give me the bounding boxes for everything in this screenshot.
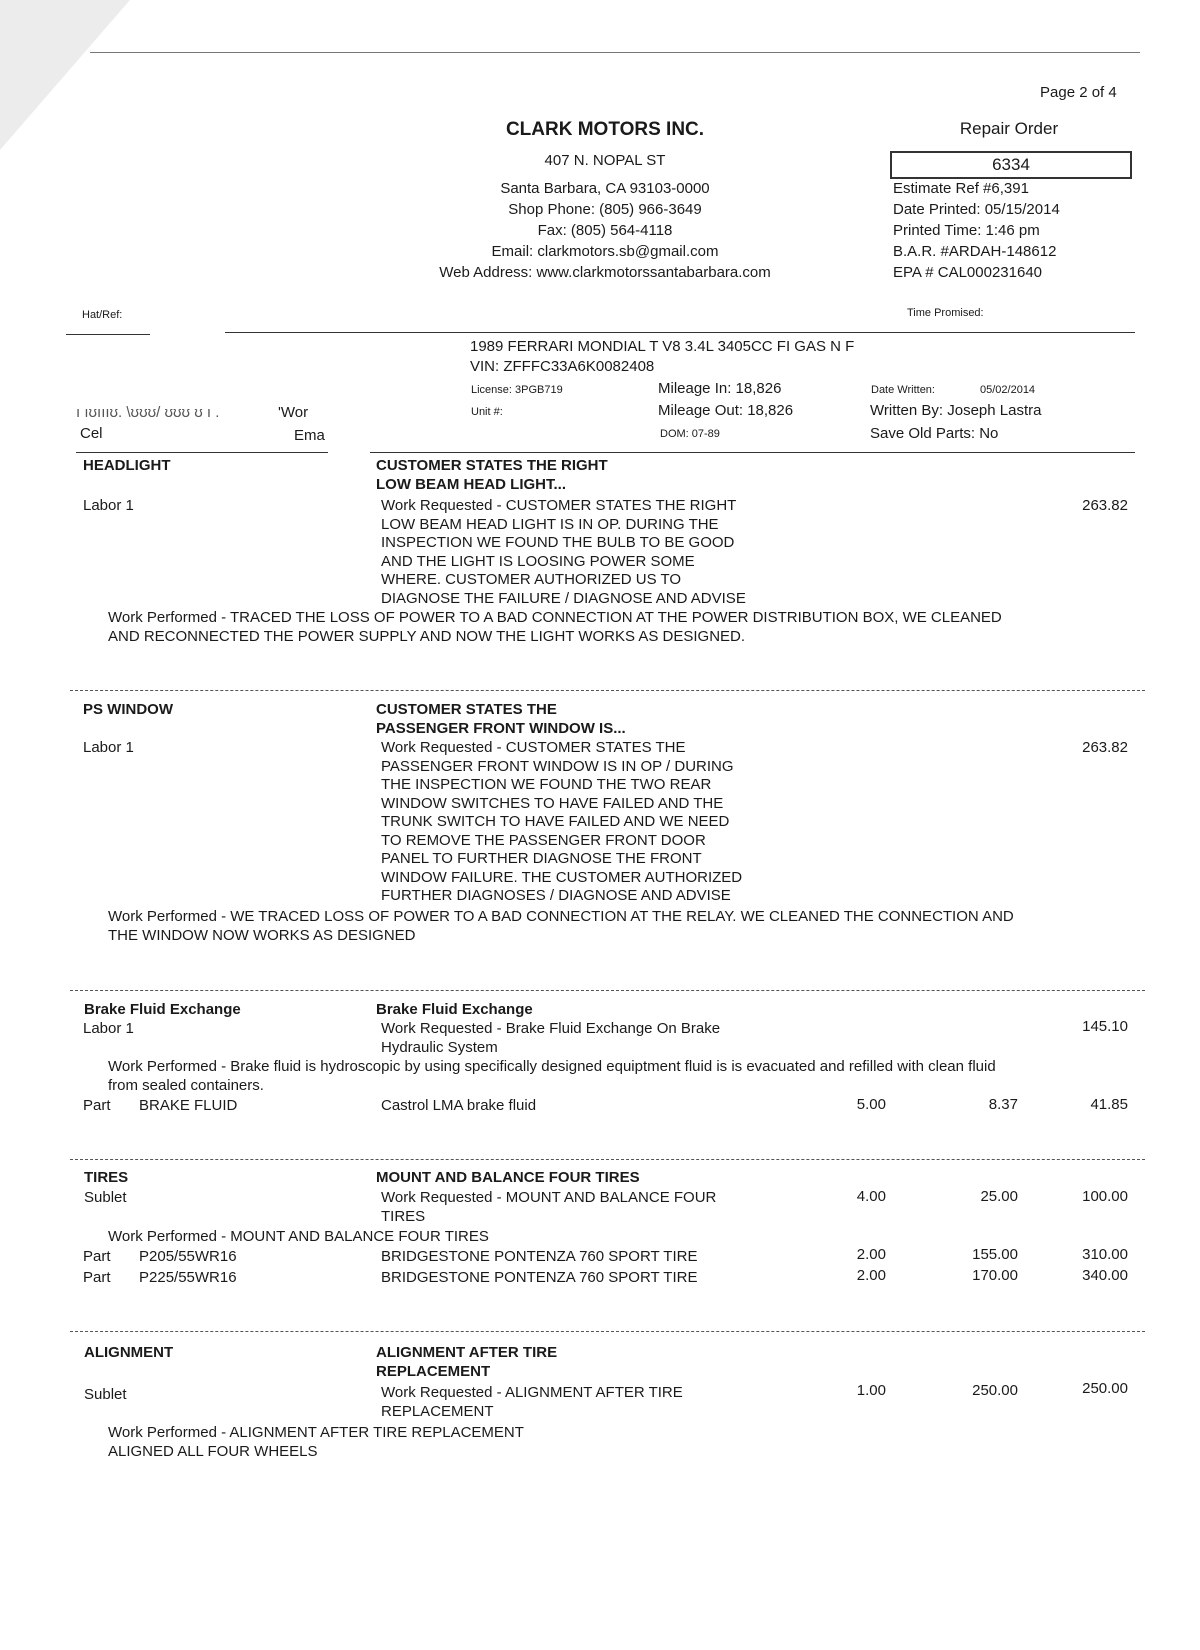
part-description: BRIDGESTONE PONTENZA 760 SPORT TIRE xyxy=(381,1269,698,1286)
job-amount: 145.10 xyxy=(1082,1018,1128,1035)
job-title: CUSTOMER STATES THE RIGHT LOW BEAM HEAD LIGHT... xyxy=(376,457,608,493)
part-total: 340.00 xyxy=(1082,1267,1128,1284)
date-written-label: Date Written: xyxy=(871,384,935,396)
part-quantity: 5.00 xyxy=(856,1096,886,1113)
repair-order-number: 6334 xyxy=(890,151,1132,179)
estimate-ref: Estimate Ref #6,391 xyxy=(893,180,1029,197)
work-requested: Work Requested - Brake Fluid Exchange On Brake Hydraulic System xyxy=(381,1020,721,1056)
shop-address-line2: Santa Barbara, CA 93103-0000 xyxy=(500,180,710,197)
part-total: 41.85 xyxy=(1090,1096,1128,1113)
repair-order-title: Repair Order xyxy=(959,119,1059,138)
mileage-out: Mileage Out: 18,826 xyxy=(658,402,794,419)
top-edge-line xyxy=(90,52,1140,53)
part-price: 170.00 xyxy=(972,1267,1018,1284)
mileage-in: Mileage In: 18,826 xyxy=(658,380,782,397)
hat-ref-rule xyxy=(66,334,150,335)
customer-work-phone: 'Wor xyxy=(278,404,309,421)
hat-ref-label: Hat/Ref: xyxy=(82,309,123,321)
job-line-type: Labor 1 xyxy=(83,739,134,756)
time-promised-label: Time Promised: xyxy=(907,307,984,319)
work-performed: Work Performed - MOUNT AND BALANCE FOUR TIRES xyxy=(108,1228,489,1245)
vehicle-license: License: 3PGB719 xyxy=(471,384,563,396)
work-performed: Work Performed - Brake fluid is hydroscopic by using specifically designed equiptment fluid is is evacuated and refilled with clean fluid from sealed containers. xyxy=(108,1058,996,1094)
part-price: 155.00 xyxy=(972,1246,1018,1263)
save-old-parts: Save Old Parts: No xyxy=(870,425,999,442)
part-quantity: 2.00 xyxy=(856,1267,886,1284)
job-name: ALIGNMENT xyxy=(84,1344,174,1361)
vehicle-vin: VIN: ZFFFC33A6K0082408 xyxy=(470,358,655,375)
shop-fax: Fax: (805) 564-4118 xyxy=(537,222,673,239)
work-performed: Work Performed - ALIGNMENT AFTER TIRE REPLACEMENT ALIGNED ALL FOUR WHEELS xyxy=(108,1424,524,1460)
job-title: Brake Fluid Exchange xyxy=(376,1001,533,1018)
vehicle-dom: DOM: 07-89 xyxy=(660,428,720,440)
page-fold-corner xyxy=(0,0,130,150)
customer-cell-phone: Cel xyxy=(80,425,103,442)
job-name: Brake Fluid Exchange xyxy=(84,1001,241,1018)
customer-home-phone: ı ıʊıııʊ. \ʊʊʊ/ ʊʊʊ ʊ ı . xyxy=(76,404,220,421)
job-amount: 263.82 xyxy=(1082,739,1128,756)
part-label: Part xyxy=(83,1269,111,1286)
job-line-type: Labor 1 xyxy=(83,1020,134,1037)
part-total: 310.00 xyxy=(1082,1246,1128,1263)
job-price: 250.00 xyxy=(972,1382,1018,1399)
job-title: MOUNT AND BALANCE FOUR TIRES xyxy=(376,1169,640,1186)
job-name: HEADLIGHT xyxy=(83,457,171,474)
section-divider xyxy=(70,690,1145,691)
part-label: Part xyxy=(83,1248,111,1265)
job-line-type: Sublet xyxy=(84,1189,127,1206)
customer-rule xyxy=(76,452,328,453)
shop-email: Email: clarkmotors.sb@gmail.com xyxy=(491,243,719,260)
part-code: P225/55WR16 xyxy=(139,1269,237,1286)
job-quantity: 1.00 xyxy=(856,1382,886,1399)
work-requested: Work Requested - CUSTOMER STATES THE RIGHT LOW BEAM HEAD LIGHT IS IN OP. DURING THE INSPECTION WE FOUND THE BULB TO BE GOOD AND THE LIGHT IS LOOSING POWER SOME WHERE. CUSTOMER AUTHORIZED US TO DIAGNOSE THE FAILURE / DIAGNOSE AND ADVISE xyxy=(381,497,746,607)
job-amount: 263.82 xyxy=(1082,497,1128,514)
job-name: PS WINDOW xyxy=(83,701,173,718)
part-quantity: 2.00 xyxy=(856,1246,886,1263)
date-printed: Date Printed: 05/15/2014 xyxy=(893,201,1060,218)
job-title: ALIGNMENT AFTER TIRE REPLACEMENT xyxy=(376,1344,558,1380)
work-performed: Work Performed - WE TRACED LOSS OF POWER TO A BAD CONNECTION AT THE RELAY. WE CLEANED THE CONNECTION AND THE WINDOW NOW WORKS AS DESIGNED xyxy=(108,908,1014,944)
header-rule xyxy=(225,332,1135,333)
shop-name: CLARK MOTORS INC. xyxy=(505,119,705,140)
shop-phone: Shop Phone: (805) 966-3649 xyxy=(508,201,702,218)
job-amount: 100.00 xyxy=(1082,1188,1128,1205)
part-description: BRIDGESTONE PONTENZA 760 SPORT TIRE xyxy=(381,1248,698,1265)
shop-web: Web Address: www.clarkmotorssantabarbara.com xyxy=(439,264,771,281)
part-label: Part xyxy=(83,1097,111,1114)
vehicle-rule xyxy=(370,452,1135,453)
section-divider xyxy=(70,1159,1145,1160)
section-divider xyxy=(70,1331,1145,1332)
customer-email: Ema xyxy=(294,427,325,444)
shop-address-line1: 407 N. NOPAL ST xyxy=(544,152,666,169)
work-performed: Work Performed - TRACED THE LOSS OF POWER TO A BAD CONNECTION AT THE POWER DISTRIBUTION BOX, WE CLEANED AND RECONNECTED THE POWER SUPPLY AND NOW THE LIGHT WORKS AS DESIGNED. xyxy=(108,609,1002,645)
part-code: P205/55WR16 xyxy=(139,1248,237,1265)
printed-time: Printed Time: 1:46 pm xyxy=(893,222,1040,239)
vehicle-description: 1989 FERRARI MONDIAL T V8 3.4L 3405CC FI GAS N F xyxy=(470,338,855,355)
job-price: 25.00 xyxy=(980,1188,1018,1205)
date-written: 05/02/2014 xyxy=(980,384,1036,396)
epa-number: EPA # CAL000231640 xyxy=(893,264,1043,281)
part-code: BRAKE FLUID xyxy=(139,1097,238,1114)
job-amount: 250.00 xyxy=(1082,1380,1128,1397)
part-description: Castrol LMA brake fluid xyxy=(381,1097,537,1114)
job-title: CUSTOMER STATES THE PASSENGER FRONT WINDOW IS... xyxy=(376,701,626,737)
job-quantity: 4.00 xyxy=(856,1188,886,1205)
bar-number: B.A.R. #ARDAH-148612 xyxy=(893,243,1057,260)
job-name: TIRES xyxy=(84,1169,129,1186)
job-line-type: Sublet xyxy=(84,1386,127,1403)
part-price: 8.37 xyxy=(988,1096,1018,1113)
work-requested: Work Requested - MOUNT AND BALANCE FOUR TIRES xyxy=(381,1189,717,1225)
vehicle-unit: Unit #: xyxy=(471,406,503,418)
job-line-type: Labor 1 xyxy=(83,497,134,514)
page-number: Page 2 of 4 xyxy=(1040,84,1117,101)
work-requested: Work Requested - ALIGNMENT AFTER TIRE REPLACEMENT xyxy=(381,1384,683,1420)
section-divider xyxy=(70,990,1145,991)
written-by: Written By: Joseph Lastra xyxy=(870,402,1042,419)
work-requested: Work Requested - CUSTOMER STATES THE PASSENGER FRONT WINDOW IS IN OP / DURING THE INSPECTION WE FOUND THE TWO REAR WINDOW SWITCHES TO HAVE FAILED AND THE TRUNK SWITCH TO HAVE FAILED AND WE NEED TO REMOVE THE PASSENGER FRONT DOOR PANEL TO FURTHER DIAGNOSE THE FRONT WINDOW FAILURE. THE CUSTOMER AUTHORIZED FURTHER DIAGNOSES / DIAGNOSE AND ADVISE xyxy=(381,739,743,904)
